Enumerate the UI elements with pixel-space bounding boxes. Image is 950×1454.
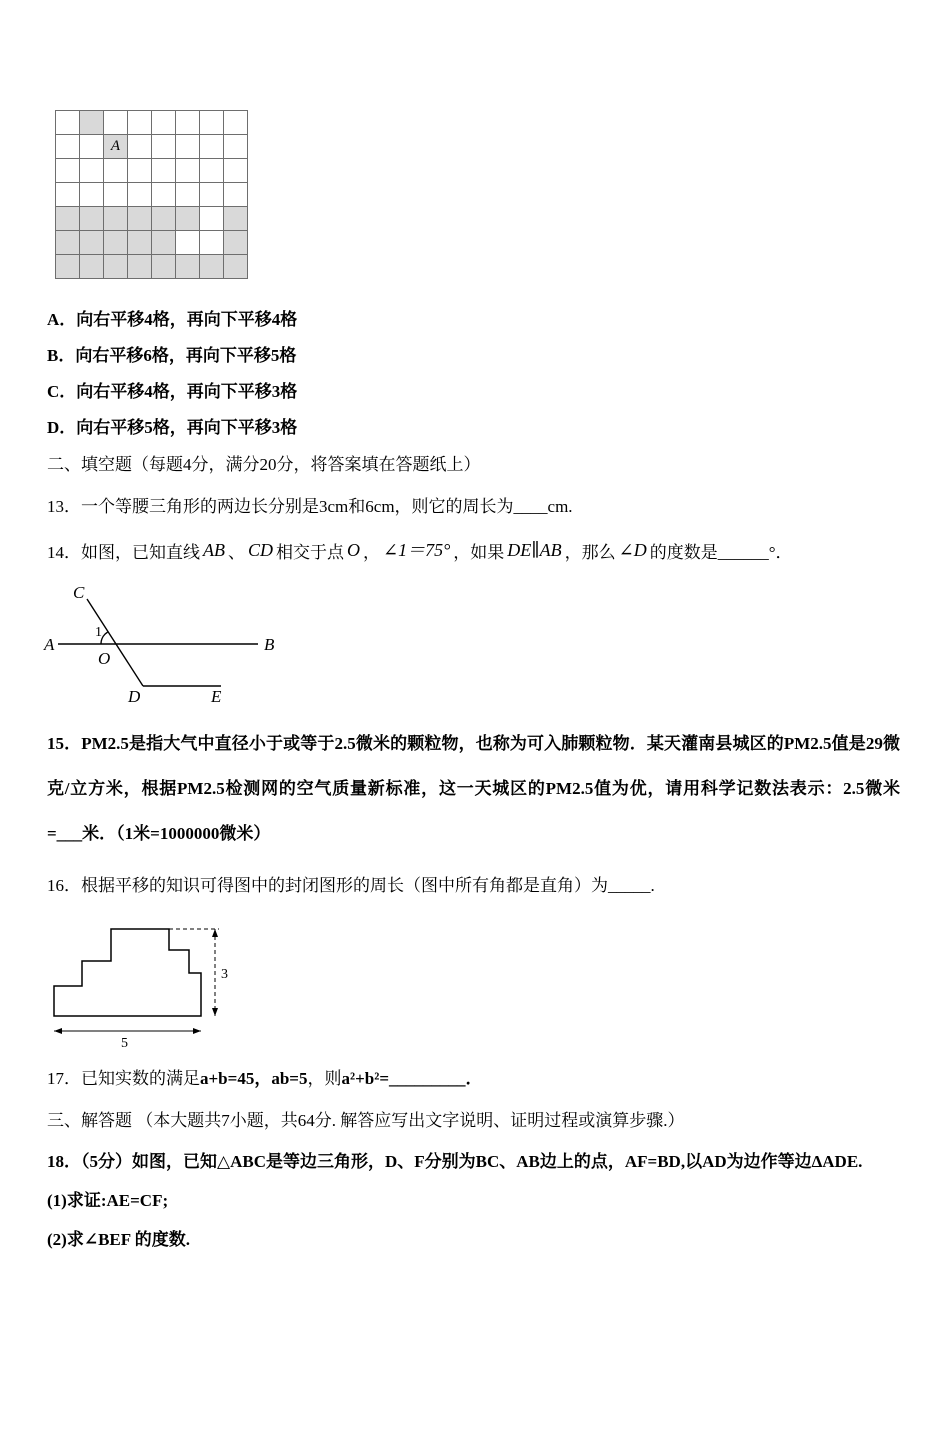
q16-staircase-figure (49, 916, 279, 1056)
q18-text: （5分）如图，已知△ABC是等边三角形，D、F分别为BC、AB边上的点，AF=BD,以AD为边作等边ΔADE. (81, 1152, 863, 1171)
translation-grid (55, 110, 248, 279)
label-e: E (211, 687, 222, 706)
q17-seg1: 已知实数的满足 (81, 1069, 200, 1088)
q18-part1: (1)求证:AE=CF; (47, 1191, 169, 1210)
option-a (47, 309, 900, 331)
grid-cell (152, 159, 176, 183)
question-18 (47, 1150, 900, 1252)
grid-cell (128, 231, 152, 255)
grid-cell (56, 159, 80, 183)
grid-cell (128, 135, 152, 159)
arrow-right (193, 1028, 201, 1034)
option-c-label: C． (47, 382, 77, 401)
q15-text: PM2.5是指大气中直径小于或等于2.5微米的颗粒物，也称为可入肺颗粒物．某天灌南县城区的PM2.5值是29微克/立方米，根据PM2.5检测网的空气质量新标准，这一天城区的PM2.5值为优，请用科学记数法表示：2.5微米=___米．（1米=1000000微米） (47, 734, 901, 843)
q13-text: 一个等腰三角形的两边长分别是3cm和6cm，则它的周长为____cm. (81, 497, 573, 516)
grid-cell (152, 207, 176, 231)
grid-cell (80, 159, 104, 183)
q14-number: 14． (47, 543, 81, 562)
grid-cell (104, 159, 128, 183)
width-label: 5 (121, 1036, 128, 1051)
grid-cell (200, 207, 224, 231)
grid-cell (224, 135, 248, 159)
grid-cell (176, 255, 200, 279)
grid-cell (104, 111, 128, 135)
option-a-text: 向右平移4格，再向下平移4格 (76, 310, 298, 329)
q16-number: 16． (47, 876, 81, 895)
grid-cell (80, 183, 104, 207)
q14-seg6: ，那么 (564, 543, 616, 562)
q14-lines (58, 599, 258, 686)
label-o: O (98, 649, 111, 668)
q14-math-o: O (347, 540, 361, 560)
label-c: C (73, 584, 85, 602)
grid-cell (200, 159, 224, 183)
grid-cell (176, 159, 200, 183)
translation-grid-figure (55, 110, 900, 279)
q17-number: 17． (47, 1069, 81, 1088)
question-17 (47, 1066, 900, 1092)
staircase-outline (54, 929, 201, 1016)
grid-cell (176, 183, 200, 207)
grid-cell (104, 255, 128, 279)
arrow-down (212, 1008, 218, 1016)
q18-statement (47, 1150, 900, 1174)
grid-cell (128, 255, 152, 279)
grid-cell (56, 183, 80, 207)
grid-cell (56, 231, 80, 255)
grid-cell (80, 207, 104, 231)
q14-seg7: 的度数是______°． (649, 543, 793, 562)
option-b-text: 向右平移6格，再向下平移5格 (75, 346, 297, 365)
q14-math-angle-d: ∠D (618, 540, 647, 560)
arrow-up (212, 929, 218, 937)
question-16 (47, 873, 900, 899)
option-b (47, 345, 900, 367)
grid-cell (104, 207, 128, 231)
grid-cell (200, 135, 224, 159)
grid-cell (128, 183, 152, 207)
arrowheads (54, 929, 218, 1034)
option-d (47, 417, 900, 439)
option-c (47, 381, 900, 403)
q13-number: 13． (47, 497, 81, 516)
grid-cell (200, 231, 224, 255)
grid-cell (176, 231, 200, 255)
q14-math-cd: CD (248, 540, 274, 560)
q14-geometry-figure (43, 584, 303, 709)
grid-cell (128, 207, 152, 231)
label-a: A (44, 635, 55, 654)
grid-cell (224, 255, 248, 279)
grid-cell (104, 231, 128, 255)
option-b-label: B． (47, 346, 76, 365)
grid-cell (80, 135, 104, 159)
q15-number: 15． (47, 734, 82, 753)
grid-cell (224, 207, 248, 231)
arrow-left (54, 1028, 62, 1034)
grid-cell (224, 183, 248, 207)
q14-seg3: 相交于点 (276, 543, 345, 562)
option-d-text: 向右平移5格，再向下平移3格 (76, 418, 298, 437)
label-d: D (128, 687, 141, 706)
grid-cell (104, 183, 128, 207)
grid-cell (224, 111, 248, 135)
grid-cell (56, 111, 80, 135)
grid-cell (224, 159, 248, 183)
label-angle-1: 1 (95, 625, 102, 640)
q17-formula2: a²+b²=_________． (341, 1069, 483, 1088)
grid-cell (176, 111, 200, 135)
grid-cell (152, 111, 176, 135)
q18-part2: (2)求∠BEF 的度数. (47, 1230, 190, 1249)
q14-math-angle1: ∠1＝75° (383, 540, 451, 560)
q14-seg5: ，如果 (453, 543, 505, 562)
grid-cell (80, 255, 104, 279)
question-15 (47, 721, 900, 856)
grid-cell (224, 231, 248, 255)
grid-cell (200, 183, 224, 207)
grid-cell (152, 135, 176, 159)
grid-cell (56, 135, 80, 159)
q16-text: 根据平移的知识可得图中的封闭图形的周长（图中所有角都是直角）为_____. (81, 876, 655, 895)
grid-cell (56, 207, 80, 231)
option-c-text: 向右平移4格，再向下平移3格 (76, 382, 298, 401)
grid-cell (128, 111, 152, 135)
choice-options (47, 309, 900, 439)
question-14 (47, 537, 900, 566)
question-13 (47, 494, 900, 520)
grid-cell (56, 255, 80, 279)
option-d-label: D． (47, 418, 77, 437)
line-cd (87, 599, 143, 686)
section2-title: 二、填空题（每题4分，满分20分，将答案填在答题纸上） (47, 455, 481, 474)
grid-cell (200, 255, 224, 279)
q14-seg4: ， (363, 543, 381, 562)
grid-cell: A (104, 135, 128, 159)
q18-number: 18． (47, 1152, 81, 1171)
q14-seg1: 如图，已知直线 (81, 543, 200, 562)
grid-cell (200, 111, 224, 135)
q17-formula1: a+b=45，ab=5 (200, 1069, 308, 1088)
grid-cell (176, 207, 200, 231)
q17-seg2: ，则 (307, 1069, 342, 1088)
grid-cell (128, 159, 152, 183)
grid-cell (176, 135, 200, 159)
q14-math-de-parallel-ab: DE∥AB (507, 540, 562, 560)
grid-cell (152, 231, 176, 255)
exam-page (0, 110, 950, 1252)
grid-cell (152, 183, 176, 207)
grid-cell (80, 231, 104, 255)
grid-cell (80, 111, 104, 135)
height-label: 3 (221, 967, 228, 982)
q14-math-ab: AB (203, 540, 225, 560)
grid-cell (152, 255, 176, 279)
label-b: B (264, 635, 275, 654)
q14-seg2: 、 (228, 543, 245, 562)
option-a-label: A． (47, 310, 77, 329)
section3-title: 三、解答题 （本大题共7小题，共64分. 解答应写出文字说明、证明过程或演算步骤.） (47, 1111, 685, 1130)
